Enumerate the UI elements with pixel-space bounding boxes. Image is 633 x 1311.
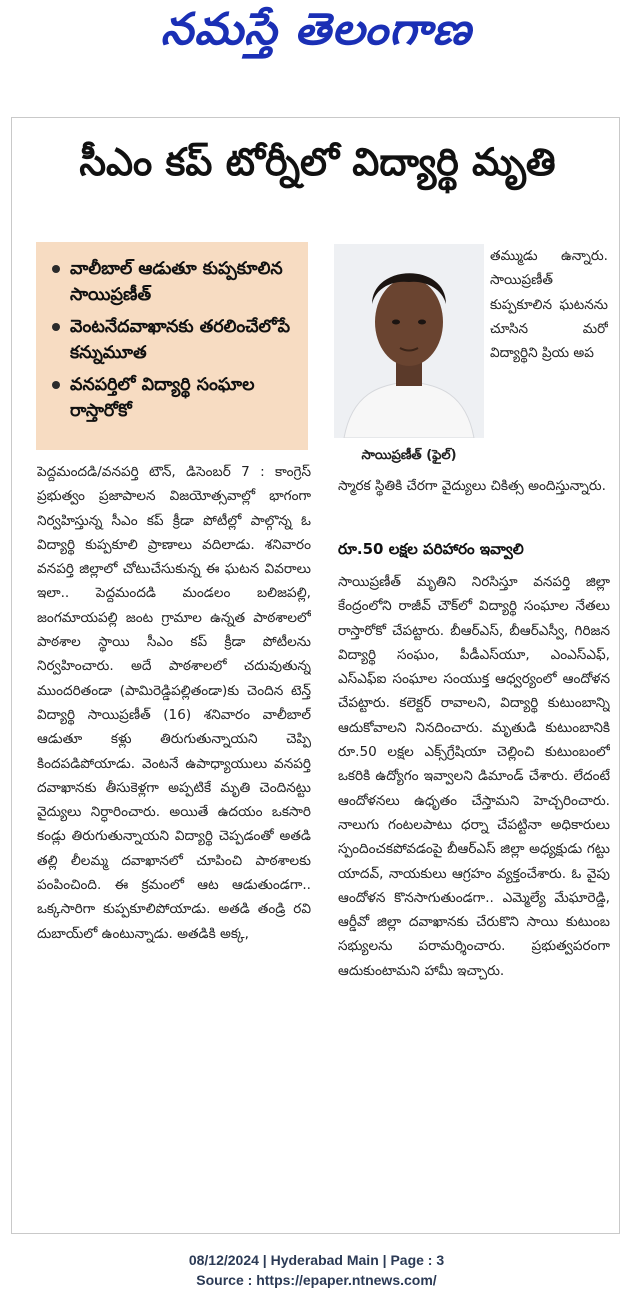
student-photo bbox=[334, 244, 484, 438]
masthead bbox=[0, 0, 633, 90]
article-paragraph: తమ్ముడు ఉన్నారు. సాయిప్రణీత్ కుప్పకూలిన ఘటనను చూసిన మరో విద్యార్థిని ప్రియ అప bbox=[490, 248, 608, 362]
article-paragraph: సాయిప్రణీత్ మృతిని నిరసిస్తూ వనపర్తి జిల్లా కేంద్రంలోని రాజీవ్ చౌక్‌లో విద్యార్థి సంఘాల నేతలు రాస్తారోకో చేపట్టారు. బీఆర్‌ఎస్, బీఆర్‌ఎస్వీ, గిరిజన విద్యార్థి సంఘం, పీడీఎస్‌యూ, ఎంఎస్‌ఎఫ్, ఎస్‌ఎఫ్‌ఐ సంఘాల సంయుక్త ఆధ్వర్యంలో ఆందోళన చేపట్టారు. కలెక్టర్ రావాలని, విద్యార్థి కుటుంబాన్ని ఆదుకోవాలని నినదించారు. మృతుడి కుటుంబానికి రూ.50 లక్షల ఎక్స్‌గ్రేషియా చెల్లించి కుటుంబంలో ఒకరికి ఉద్యోగం ఇవ్వాలని డిమాండ్ చేశారు. లేదంటే ఆందోళనలు ఉధృతం చేస్తామని హెచ్చరించారు. నాలుగు గంటలపాటు ధర్నా చేపట్టినా అధికారులు స్పందించకపోవడంపై బీఆర్‌ఎస్ జిల్లా అధ్యక్షుడు గట్టు యాదవ్, నాయకులు ఆగ్రహం వ్యక్తంచేశారు. ఓ వైపు ఆందోళన కొనసాగుతుండగా.. ఎమ్మెల్యే మేఘారెడ్డి, ఆర్డీవో జిల్లా దవాఖానకు చేరుకొని సాయి కుటుంబ సభ్యులను పరామర్శించారు. ప్రభుత్వపరంగా ఆదుకుంటామని హామీ ఇచ్చారు. bbox=[338, 574, 610, 979]
article-subheading: రూ.50 లక్షల పరిహారం ఇవ్వాలి bbox=[338, 540, 524, 558]
article-body-right-continue bbox=[338, 474, 608, 529]
highlight-item: వనపర్తిలో విద్యార్థి సంఘాల రాస్తారోకో bbox=[50, 372, 298, 424]
highlights-box bbox=[36, 242, 308, 450]
article-paragraph: స్మారక స్థితికి చేరగా వైద్యులు చికిత్స అందిస్తున్నారు. bbox=[338, 478, 606, 494]
photo-caption: సాయిప్రణీత్ (ఫైల్) bbox=[361, 448, 457, 463]
article-paragraph: పెద్దమందడి/వనపర్తి టౌన్, డిసెంబర్ 7 : కాంగ్రెస్ ప్రభుత్వం ప్రజాపాలన విజయోత్సవాల్లో భాగంగా నిర్వహిస్తున్న సీఎం కప్ క్రీడా పోటీల్లో పాల్గొన్న ఓ విద్యార్థి కుప్పకూలి ప్రాణాలు వదిలాడు. శనివారం వనపర్తి జిల్లాలో చోటుచేసుకున్న ఈ ఘటన వివరాలు ఇలా.. పెద్దమందడి మండలం బలిజపల్లి, జంగమాయపల్లి జంట గ్రామాల ఉన్నత పాఠశాలలో పాఠశాల స్థాయి సీఎం కప్ క్రీడా పోటీలను నిర్వహించారు. అదే పాఠశాలలో చదువుతున్న ముందరితండా (పామిరెడ్డిపల్లితండా)కు చెందిన టెన్త్ విద్యార్థి సాయిప్రణీత్ (16) శనివారం వాలీబాల్ ఆడుతూ కళ్లు తిరుగుతున్నాయని చెప్పి కిందపడిపోయాడు. వెంటనే ఉపాధ్యాయులు వనపర్తి దవాఖానకు తీసుకెళ్లగా అప్పటికే మృతి చెందినట్టు వైద్యులు నిర్ధారించారు. అయితే ఉదయం ఒకసారి కండ్లు తిరుగుతున్నాయని విద్యార్థి చెప్పడంతో అతడి తల్లి లీలమ్మ దవాఖానలో చూపించి పాఠశాలకు పంపించింది. ఈ క్రమంలో ఆట ఆడుతుండగా.. ఒక్కసారిగా కుప్పకూలిపోయాడు. అతడి తండ్రి రవి దుబాయ్‌లో ఉంటున్నాడు. అతడికి అక్క, bbox=[37, 464, 311, 942]
masthead-title: నమస్తే తెలంగాణ bbox=[160, 4, 473, 55]
highlight-item: వెంటనేదవాఖానకు తరలించేలోపే కన్నుమూత bbox=[50, 314, 298, 366]
article-body-right bbox=[338, 570, 610, 1210]
highlight-item: వాలీబాల్ ఆడుతూ కుప్పకూలిన సాయిప్రణీత్ bbox=[50, 256, 298, 308]
article-body-right-top bbox=[490, 244, 608, 469]
article-headline: సీఎం కప్ టోర్నీలో విద్యార్థి మృతి bbox=[79, 140, 556, 184]
footer-source: Source : https://epaper.ntnews.com/ bbox=[196, 1272, 437, 1288]
footer-edition-info: 08/12/2024 | Hyderabad Main | Page : 3 bbox=[188, 1252, 445, 1268]
article-body-left bbox=[37, 460, 311, 1210]
